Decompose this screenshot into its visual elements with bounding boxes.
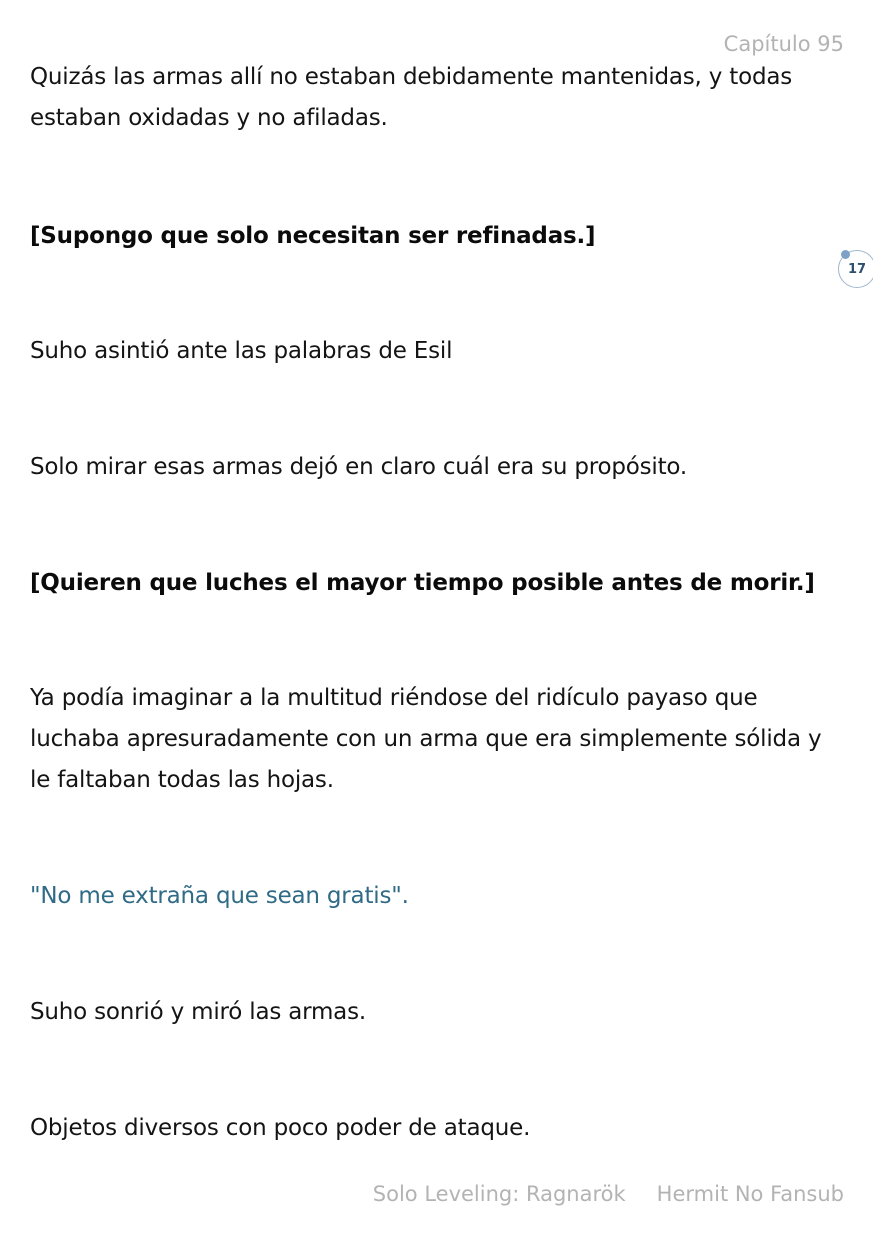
paragraph-narration: Ya podía imaginar a la multitud riéndose del ridículo payaso que luchaba apresuradamente con un arma que era simplemente sólida y le faltaban todas las hojas. bbox=[30, 685, 822, 793]
footer-book-title: Solo Leveling: Ragnarök bbox=[372, 1182, 626, 1206]
badge-indicator-dot bbox=[841, 250, 850, 259]
page-number-badge[interactable]: 17 bbox=[838, 250, 873, 288]
paragraph-narration: Objetos diversos con poco poder de ataque. bbox=[30, 1115, 531, 1141]
paragraph-dialogue: "No me extraña que sean gratis". bbox=[30, 883, 409, 909]
paragraph-narration: Suho asintió ante las palabras de Esil bbox=[30, 338, 453, 364]
paragraph-narration: Solo mirar esas armas dejó en claro cuál era su propósito. bbox=[30, 454, 688, 480]
footer-translator: Hermit No Fansub bbox=[656, 1182, 844, 1206]
paragraph-narration: Suho sonrió y miró las armas. bbox=[30, 999, 366, 1025]
chapter-label: Capítulo 95 bbox=[723, 32, 844, 56]
paragraph-system-message: [Quieren que luches el mayor tiempo posible antes de morir.] bbox=[30, 570, 815, 596]
paragraph-narration: Quizás las armas allí no estaban debidamente mantenidas, y todas estaban oxidadas y no afiladas. bbox=[30, 64, 793, 131]
footer bbox=[373, 1182, 844, 1206]
paragraph-system-message: [Supongo que solo necesitan ser refinadas.] bbox=[30, 223, 596, 249]
